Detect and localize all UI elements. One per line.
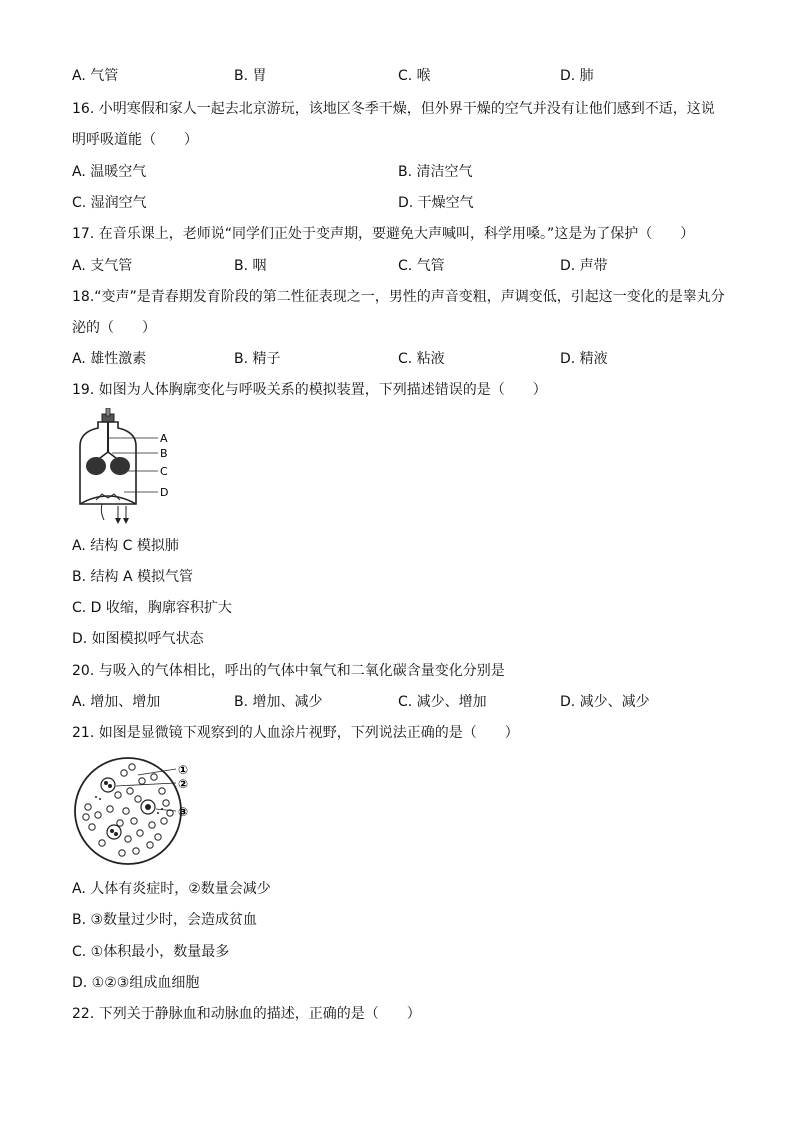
q18-stem-line1: 18.“变声”是青春期发育阶段的第二性征表现之一，男性的声音变粗，声调变低，引起这一变化的是睾丸分: [72, 289, 725, 305]
q20-stem: 20. 与吸入的气体相比，呼出的气体中氧气和二氧化碳含量变化分别是: [72, 663, 505, 679]
red-blood-cell: [133, 848, 139, 854]
q21-figure-label-3: ③: [178, 805, 189, 819]
q21-figure-label-1: ①: [178, 763, 189, 777]
q21-option-d: D. ①②③组成血细胞: [72, 975, 200, 991]
q15-option-d: D. 肺: [560, 68, 594, 84]
q17-option-b: B. 咽: [234, 258, 267, 274]
red-blood-cell: [123, 808, 129, 814]
q16-option-a: A. 温暖空气: [72, 164, 147, 180]
q16-stem-line1: 16. 小明寒假和家人一起去北京游玩，该地区冬季干燥，但外界干燥的空气并没有让他们感到不适，这说: [72, 101, 715, 117]
q17-option-a: A. 支气管: [72, 258, 133, 274]
q15-option-b: B. 胃: [234, 68, 267, 84]
red-blood-cell: [115, 792, 121, 798]
red-blood-cell: [163, 800, 169, 806]
q20-option-c: C. 减少、增加: [398, 694, 487, 710]
red-blood-cell: [125, 836, 131, 842]
q21-option-b: B. ③数量过少时，会造成贫血: [72, 912, 258, 928]
q19-option-a: A. 结构 C 模拟肺: [72, 538, 179, 554]
q18-option-d: D. 精液: [560, 351, 608, 367]
red-blood-cell: [149, 822, 155, 828]
red-blood-cell: [147, 842, 153, 848]
q16-stem-line2: 明呼吸道能（ ）: [72, 132, 198, 148]
red-blood-cell: [135, 796, 141, 802]
blood-smear-microscope-figure: [72, 755, 212, 867]
red-blood-cell: [107, 806, 113, 812]
q16-option-d: D. 干燥空气: [398, 195, 474, 211]
red-blood-cell: [89, 824, 95, 830]
q20-option-a: A. 增加、增加: [72, 694, 161, 710]
q19-figure-label-c: C: [160, 465, 168, 478]
red-blood-cell: [119, 850, 125, 856]
q18-stem-line2: 泌的（ ）: [72, 320, 156, 336]
q17-stem: 17. 在音乐课上，老师说“同学们正处于变声期，要避免大声喊叫，科学用嗓。”这是为了保护（ ）: [72, 226, 695, 242]
q20-option-b: B. 增加、减少: [234, 694, 323, 710]
q15-option-a: A. 气管: [72, 68, 119, 84]
red-blood-cell: [139, 778, 145, 784]
red-blood-cell: [85, 804, 91, 810]
red-blood-cell: [95, 812, 101, 818]
q18-option-c: C. 粘液: [398, 351, 445, 367]
q17-option-c: C. 气管: [398, 258, 445, 274]
red-blood-cell: [131, 818, 137, 824]
q19-figure-label-a: A: [160, 432, 168, 445]
red-blood-cell: [137, 830, 143, 836]
red-blood-cell: [155, 834, 161, 840]
q21-stem: 21. 如图是显微镜下观察到的人血涂片视野，下列说法正确的是（ ）: [72, 725, 519, 741]
red-blood-cell: [117, 820, 123, 826]
q21-figure-label-2: ②: [178, 777, 189, 791]
q19-option-b: B. 结构 A 模拟气管: [72, 569, 193, 585]
red-blood-cell: [161, 818, 167, 824]
q19-option-c: C. D 收缩，胸廓容积扩大: [72, 600, 232, 616]
red-blood-cell: [99, 840, 105, 846]
red-blood-cell: [129, 764, 135, 770]
q19-option-d: D. 如图模拟呼气状态: [72, 631, 204, 647]
q21-option-c: C. ①体积最小，数量最多: [72, 944, 230, 960]
q19-figure-label-b: B: [160, 447, 168, 460]
q18-option-a: A. 雄性激素: [72, 351, 147, 367]
q17-option-d: D. 声带: [560, 258, 608, 274]
red-blood-cell: [159, 788, 165, 794]
q22-stem: 22. 下列关于静脉血和动脉血的描述，正确的是（ ）: [72, 1006, 421, 1022]
q18-option-b: B. 精子: [234, 351, 281, 367]
q16-option-c: C. 湿润空气: [72, 195, 147, 211]
bell-jar-breathing-model-figure: [72, 408, 182, 526]
red-blood-cell: [127, 788, 133, 794]
q19-stem: 19. 如图为人体胸廓变化与呼吸关系的模拟装置，下列描述错误的是（ ）: [72, 382, 547, 398]
q16-option-b: B. 清洁空气: [398, 164, 473, 180]
red-blood-cell: [151, 774, 157, 780]
q19-figure-label-d: D: [160, 486, 169, 499]
red-blood-cell: [83, 814, 89, 820]
q15-option-c: C. 喉: [398, 68, 431, 84]
red-blood-cell: [121, 770, 127, 776]
q21-option-a: A. 人体有炎症时，②数量会减少: [72, 881, 271, 897]
q20-option-d: D. 减少、减少: [560, 694, 650, 710]
